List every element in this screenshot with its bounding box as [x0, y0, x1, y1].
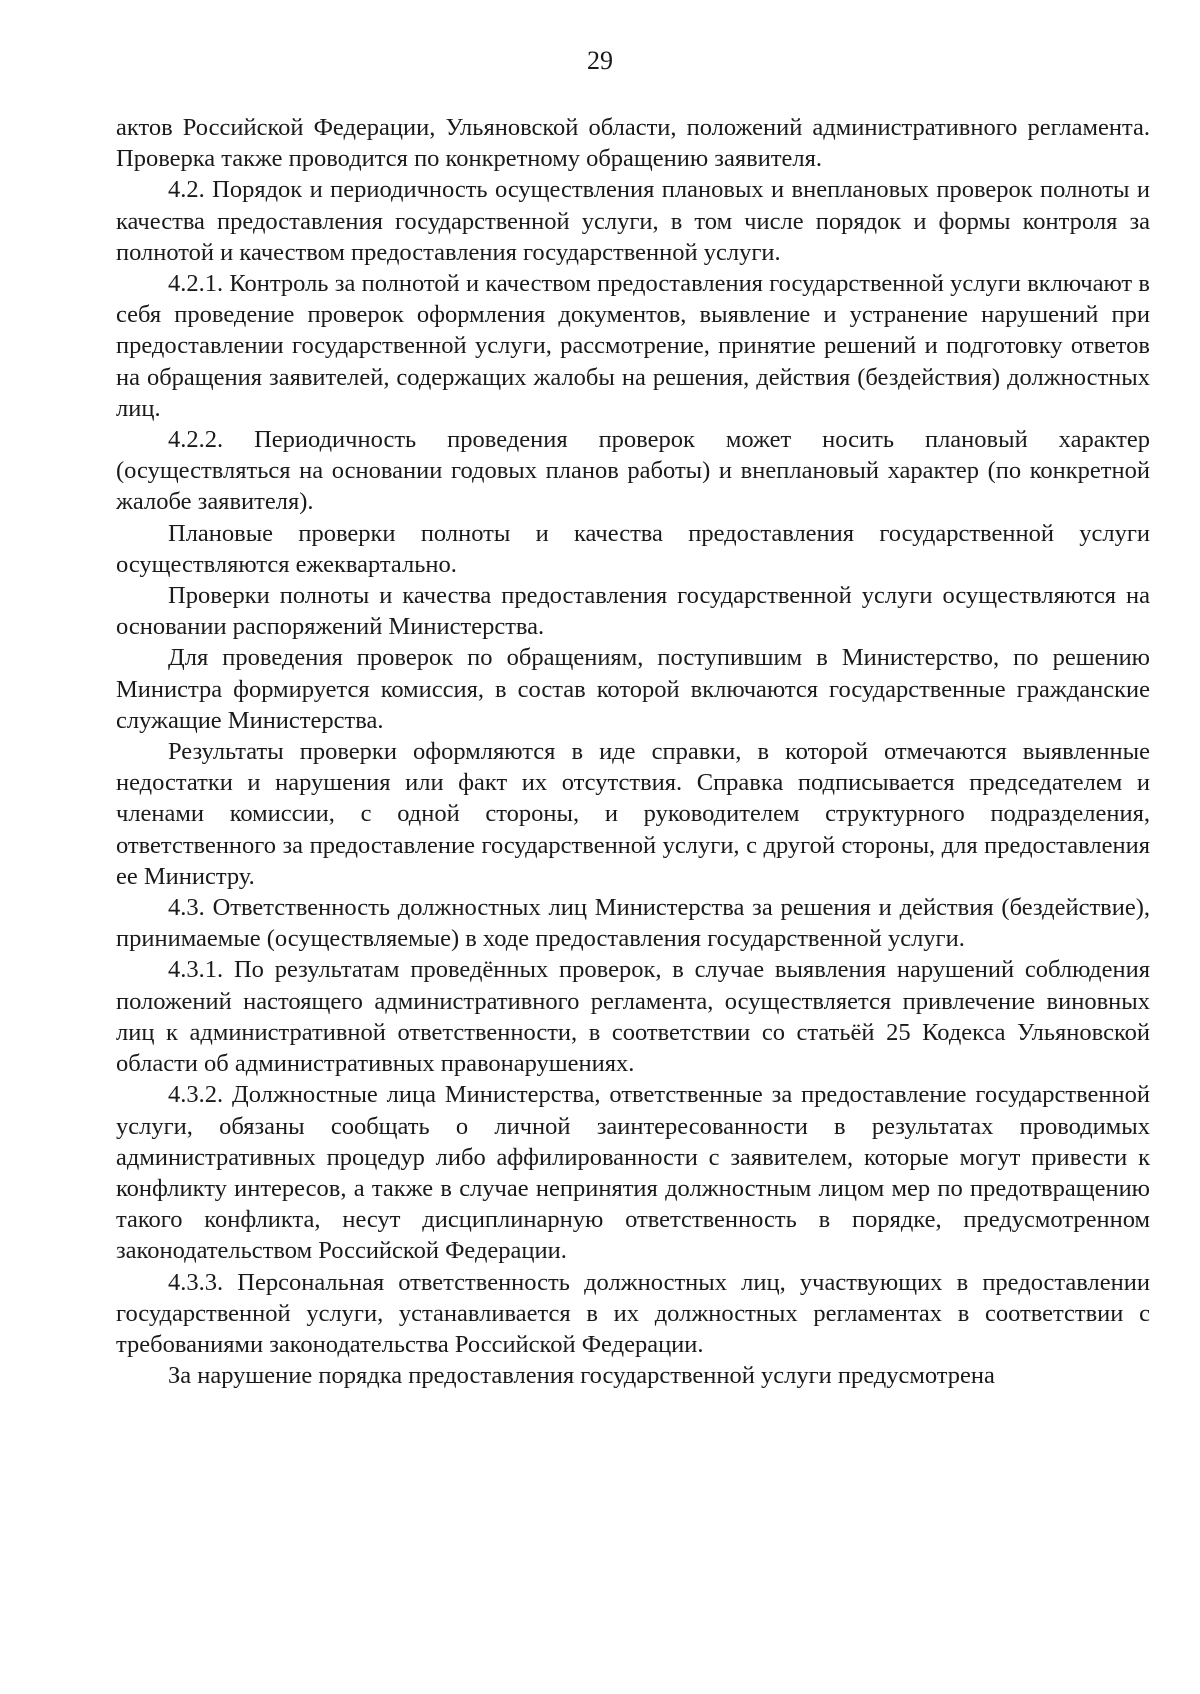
paragraph-4-3-3: 4.3.3. Персональная ответственность должностных лиц, участвующих в предоставлении государственной услуги, устанавливается в их должностных регламентах в соответствии с требованиями законодательства Российской Федерации. — [116, 1268, 1150, 1358]
paragraph-4-2: 4.2. Порядок и периодичность осуществления плановых и внеплановых проверок полноты и качества предоставления государственной услуги, в том числе порядок и формы контроля за полнотой и качеством предоставления государственной услуги. — [116, 176, 1150, 266]
paragraph-4-2-2: 4.2.2. Периодичность проведения проверок может носить плановый характер (осуществляться на основании годовых планов работы) и внеплановый характер (по конкретной жалобе заявителя). — [116, 426, 1150, 516]
paragraph-check-results: Результаты проверки оформляются в иде справки, в которой отмечаются выявленные недостатки и нарушения или факт их отсутствия. Справка подписывается председателем и членами комиссии, с одной стороны, и руководителем структурного подразделения, ответственного за предоставление государственной услуги, с другой стороны, для предоставления ее Министру. — [116, 738, 1150, 890]
paragraph-violation: За нарушение порядка предоставления государственной услуги предусмотрена — [168, 1362, 995, 1390]
paragraph-commission: Для проведения проверок по обращениям, поступившим в Министерство, по решению Министра формируется комиссия, в состав которой включаются государственные гражданские служащие Министерства. — [116, 644, 1150, 734]
paragraph-continuation: актов Российской Федерации, Ульяновской области, положений административного регламента. Проверка также проводится по конкретному обращению заявителя. — [116, 114, 1150, 173]
paragraph-4-3-2: 4.3.2. Должностные лица Министерства, ответственные за предоставление государственной услуги, обязаны сообщать о личной заинтересованности в результатах проводимых административных процедур либо аффилированности с заявителем, которые могут привести к конфликту интересов, а также в случае непринятия должностным лицом мер по предотвращению такого конфликта, несут дисциплинарную ответственность в порядке, предусмотренном законодательством Российской Федерации. — [116, 1081, 1150, 1265]
paragraph-checks-basis: Проверки полноты и качества предоставления государственной услуги осуществляются на основании распоряжений Министерства. — [116, 582, 1150, 641]
document-body — [116, 112, 1150, 1391]
paragraph-4-2-1: 4.2.1. Контроль за полнотой и качеством предоставления государственной услуги включают в себя проведение проверок оформления документов, выявление и устранение нарушений при предоставлении государственной услуги, рассмотрение, принятие решений и подготовку ответов на обращения заявителей, содержащих жалобы на решения, действия (бездействия) должностных лиц. — [116, 270, 1150, 422]
page-number: 29 — [587, 46, 613, 75]
paragraph-4-3: 4.3. Ответственность должностных лиц Министерства за решения и действия (бездействие), принимаемые (осуществляемые) в ходе предоставления государственной услуги. — [116, 894, 1150, 953]
paragraph-planned-checks: Плановые проверки полноты и качества предоставления государственной услуги осуществляются ежеквартально. — [116, 519, 1150, 578]
paragraph-4-3-1: 4.3.1. По результатам проведённых проверок, в случае выявления нарушений соблюдения положений настоящего административного регламента, осуществляется привлечение виновных лиц к административной ответственности, в соответствии со статьёй 25 Кодекса Ульяновской области об административных правонарушениях. — [116, 956, 1150, 1078]
